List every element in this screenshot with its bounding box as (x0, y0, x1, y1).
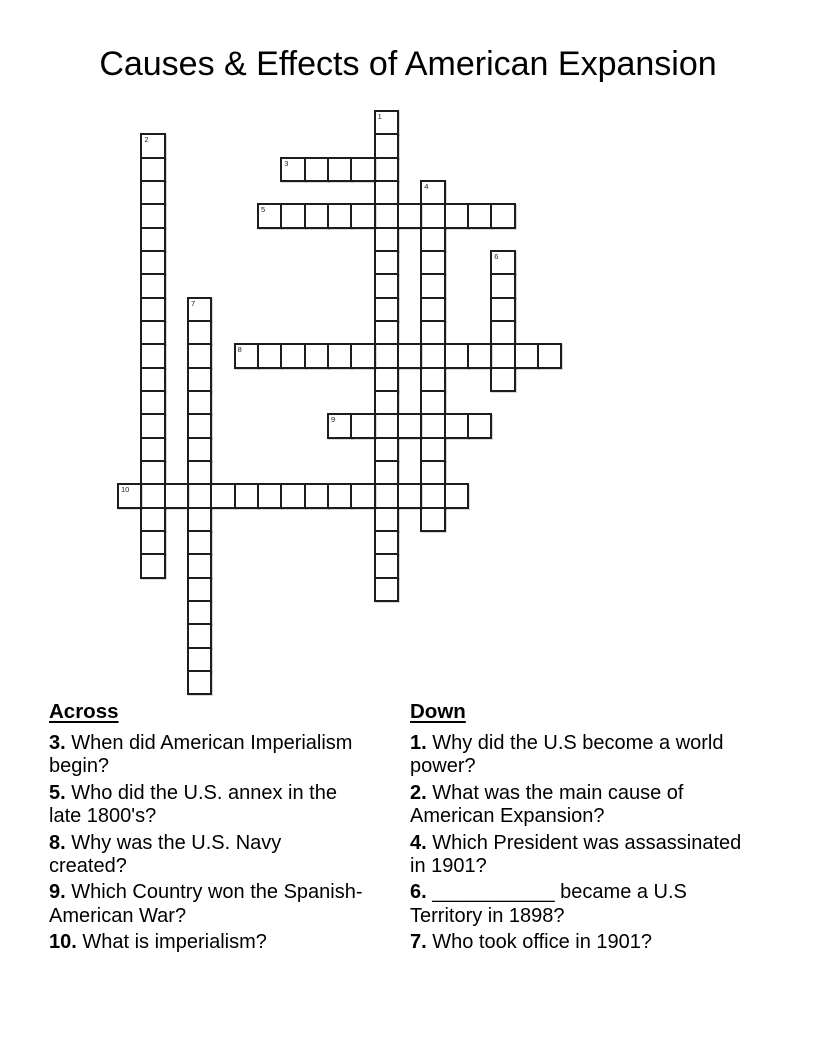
grid-cell (140, 180, 165, 205)
clue-text: Which Country won the Spanish-American War? (49, 881, 363, 927)
grid-cell (140, 507, 165, 532)
grid-cell (140, 390, 165, 415)
across-clues-section (49, 700, 363, 958)
grid-cell (374, 507, 399, 532)
grid-cell (140, 203, 165, 228)
grid-cell (304, 203, 329, 228)
clue-number: 6. (410, 881, 427, 904)
grid-cell (257, 203, 282, 228)
grid-cell (187, 600, 212, 625)
grid-cell (327, 203, 352, 228)
grid-cell (140, 437, 165, 462)
cell-number: 4 (424, 181, 429, 191)
grid-cell (420, 227, 445, 252)
grid-cell (187, 343, 212, 368)
clue-text: What was the main cause of American Expansion? (410, 781, 684, 828)
grid-cell (420, 413, 445, 438)
clue-text: Which President was assassinated in 1901? (410, 831, 742, 878)
down-clues-section (410, 700, 750, 958)
grid-cell (234, 343, 259, 368)
grid-cell (140, 320, 165, 345)
grid-cell (350, 483, 375, 508)
clue-item-across-3 (49, 732, 363, 779)
clue-item-across-8 (49, 832, 363, 879)
grid-cell (187, 320, 212, 345)
grid-cell (537, 343, 562, 368)
grid-cell (304, 343, 329, 368)
grid-cell (187, 507, 212, 532)
grid-cell (374, 577, 399, 602)
grid-cell (374, 437, 399, 462)
grid-cell (420, 507, 445, 532)
grid-cell (140, 460, 165, 485)
cell-number: 3 (284, 158, 289, 168)
grid-cell (374, 483, 399, 508)
cell-number: 8 (237, 345, 242, 355)
grid-cell (374, 273, 399, 298)
grid-cell (444, 483, 469, 508)
clue-item-across-10 (49, 931, 363, 954)
clue-text: Who did the U.S. annex in the late 1800's? (49, 781, 337, 828)
grid-cell (187, 647, 212, 672)
grid-cell (187, 483, 212, 508)
grid-cell (420, 367, 445, 392)
grid-cell (420, 297, 445, 322)
grid-cell (374, 390, 399, 415)
grid-cell (490, 320, 515, 345)
grid-cell (140, 133, 165, 158)
grid-cell (187, 413, 212, 438)
grid-cell (420, 203, 445, 228)
grid-cell (374, 320, 399, 345)
grid-cell (467, 413, 492, 438)
grid-cell (327, 413, 352, 438)
grid-cell (327, 157, 352, 182)
cell-number: 6 (494, 251, 499, 261)
grid-cell (140, 157, 165, 182)
across-heading: Across (49, 700, 119, 723)
grid-cell (490, 367, 515, 392)
grid-cell (397, 483, 422, 508)
grid-cell (420, 483, 445, 508)
clue-text: Why did the U.S become a world power? (410, 732, 724, 778)
grid-cell (444, 203, 469, 228)
grid-cell (187, 297, 212, 322)
clue-number: 5. (49, 781, 66, 804)
cell-number: 1 (377, 112, 382, 121)
clue-item-down-1 (410, 732, 750, 779)
clue-number: 2. (410, 781, 427, 804)
grid-cell (490, 273, 515, 298)
grid-cell (420, 460, 445, 485)
grid-cell (374, 460, 399, 485)
cell-number: 9 (330, 415, 336, 425)
grid-cell (140, 343, 165, 368)
grid-cell (374, 297, 399, 322)
grid-cell (490, 343, 515, 368)
grid-cell (280, 157, 305, 182)
grid-cell (350, 343, 375, 368)
grid-cell (374, 250, 399, 275)
cell-number: 7 (190, 298, 196, 308)
clue-item-down-6 (410, 881, 750, 928)
grid-cell (374, 180, 399, 205)
grid-cell (117, 483, 142, 508)
grid-cell (140, 250, 165, 275)
grid-cell (490, 297, 515, 322)
grid-cell (374, 157, 399, 182)
grid-cell (187, 390, 212, 415)
grid-cell (257, 343, 282, 368)
grid-cell (420, 437, 445, 462)
clue-text: Who took office in 1901? (432, 931, 653, 954)
grid-cell (374, 343, 399, 368)
grid-cell (397, 203, 422, 228)
grid-cell (374, 133, 399, 158)
grid-cell (140, 227, 165, 252)
grid-cell (304, 157, 329, 182)
grid-cell (140, 273, 165, 298)
grid-cell (514, 343, 539, 368)
grid-cell (397, 343, 422, 368)
grid-cell (210, 483, 235, 508)
cell-number: 5 (260, 205, 266, 215)
grid-cell (327, 483, 352, 508)
grid-cell (420, 250, 445, 275)
grid-cell (280, 203, 305, 228)
grid-cell (140, 413, 165, 438)
grid-cell (187, 437, 212, 462)
grid-cell (140, 297, 165, 322)
grid-cell (140, 530, 165, 555)
clue-text: When did American Imperialism begin? (49, 732, 353, 778)
clue-number: 3. (49, 732, 66, 754)
grid-cell (420, 180, 445, 205)
grid-cell (420, 390, 445, 415)
grid-cell (374, 227, 399, 252)
clue-item-down-7 (410, 931, 750, 954)
grid-cell (350, 413, 375, 438)
puzzle-title: Causes & Effects of American Expansion (99, 45, 717, 83)
grid-cell (187, 577, 212, 602)
grid-cell (467, 203, 492, 228)
grid-cell (444, 343, 469, 368)
grid-cell (280, 343, 305, 368)
cell-number: 10 (121, 485, 130, 495)
grid-cell (374, 367, 399, 392)
clue-item-down-4 (410, 832, 750, 879)
grid-cell (187, 623, 212, 648)
grid-cell (420, 320, 445, 345)
grid-cell (327, 343, 352, 368)
clue-number: 1. (410, 732, 427, 754)
grid-cell (164, 483, 189, 508)
grid-cell (304, 483, 329, 508)
cell-number: 2 (144, 135, 149, 145)
clue-item-down-2 (410, 782, 750, 829)
grid-cell (350, 157, 375, 182)
grid-cell (257, 483, 282, 508)
grid-cell (350, 203, 375, 228)
down-heading: Down (410, 700, 466, 723)
grid-cell (420, 343, 445, 368)
grid-cell (374, 203, 399, 228)
clue-item-across-5 (49, 782, 363, 829)
grid-cell (374, 530, 399, 555)
clue-text: Why was the U.S. Navy created? (49, 831, 282, 878)
grid-cell (420, 273, 445, 298)
grid-cell (187, 670, 212, 695)
clue-text: What is imperialism? (82, 931, 267, 954)
grid-cell (187, 553, 212, 578)
grid-cell (140, 483, 165, 508)
grid-cell (187, 367, 212, 392)
clue-number: 8. (49, 831, 66, 854)
clue-number: 4. (410, 831, 427, 854)
grid-cell (374, 553, 399, 578)
grid-cell (187, 460, 212, 485)
grid-cell (140, 367, 165, 392)
grid-cell (187, 530, 212, 555)
grid-cell (140, 553, 165, 578)
grid-cell (444, 413, 469, 438)
grid-cell (397, 413, 422, 438)
clue-text: ___________ became a U.S Territory in 1898? (410, 881, 687, 927)
grid-cell (467, 343, 492, 368)
clue-number: 7. (410, 931, 427, 954)
grid-cell (234, 483, 259, 508)
grid-cell (490, 203, 515, 228)
grid-cell (374, 110, 399, 135)
clue-item-across-9 (49, 881, 363, 928)
grid-cell (490, 250, 515, 275)
grid-cell (280, 483, 305, 508)
clue-number: 9. (49, 881, 66, 904)
grid-cell (374, 413, 399, 438)
clue-number: 10. (49, 931, 77, 954)
